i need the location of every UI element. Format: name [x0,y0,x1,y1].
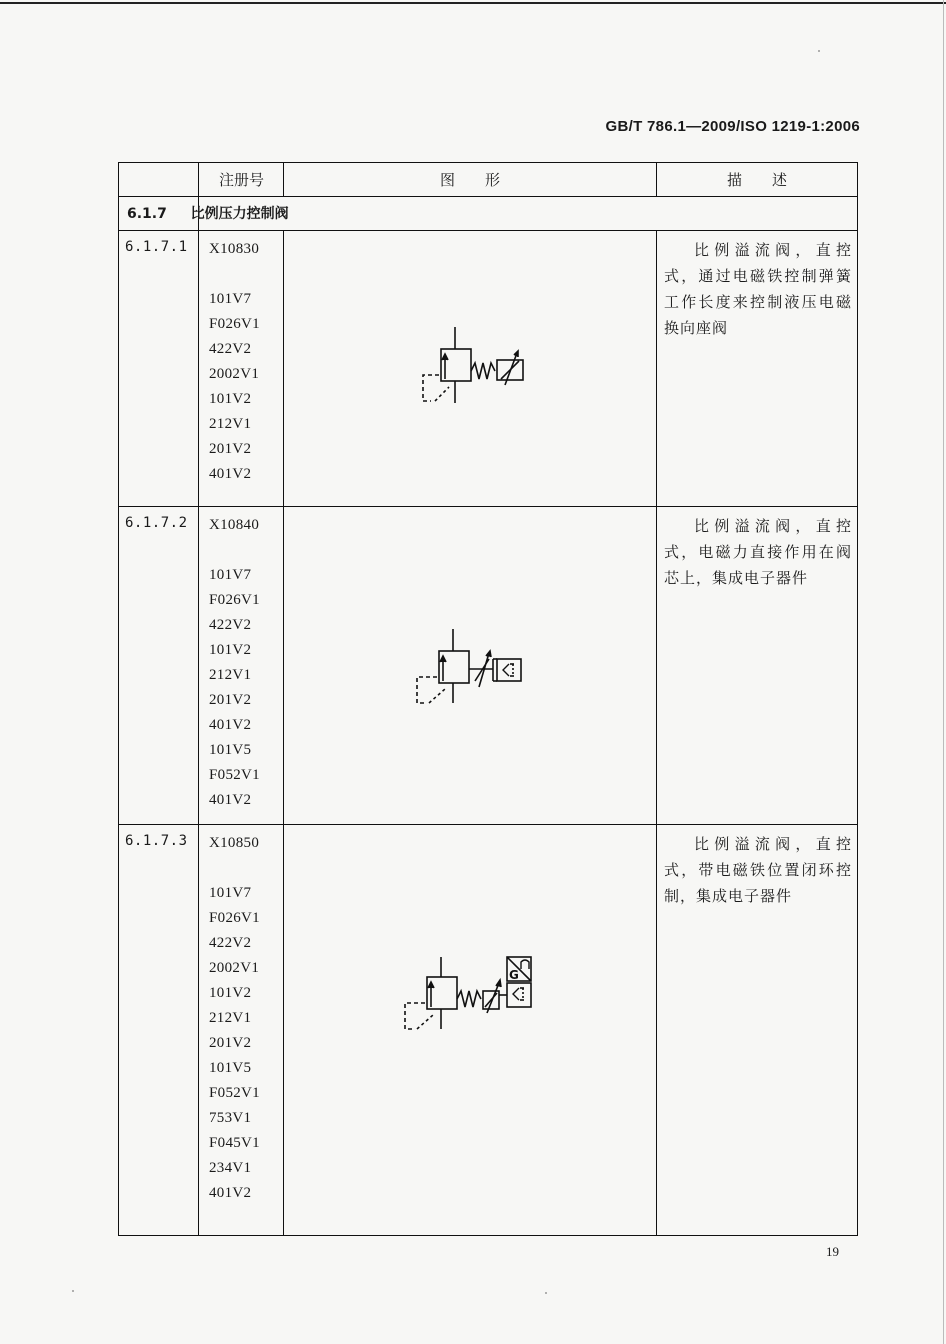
entry-number: 6.1.7.1 [125,239,188,255]
code-item: F026V1 [209,910,260,926]
relief-valve-electronics-symbol [413,629,527,709]
code-item: 101V7 [209,291,252,307]
code-item: F045V1 [209,1135,260,1151]
section-title: 比例压力控制阀 [190,206,289,222]
code-item: 753V1 [209,1110,252,1126]
entry-description: 比例溢流阀，直控式，带电磁铁位置闭环控制，集成电子器件 [664,835,852,905]
code-item: 201V2 [209,692,252,708]
code-item: 101V7 [209,567,252,583]
code-item: 401V2 [209,792,252,808]
page-number: 19 [826,1244,839,1259]
code-item: 401V2 [209,717,252,733]
code-item: 201V2 [209,441,252,457]
code-item: 212V1 [209,1010,252,1026]
svg-text:G: G [509,968,519,982]
code-item: 101V2 [209,391,252,407]
section-number: 6.1.7 [127,206,167,222]
code-item: 234V1 [209,1160,252,1176]
header-number [119,163,199,197]
symbol-table [118,162,858,1236]
code-item: 401V2 [209,1185,252,1201]
code-item: F052V1 [209,1085,260,1101]
code-item: 101V5 [209,1060,252,1076]
registration-codes [209,237,285,487]
code-item: 422V2 [209,341,252,357]
registration-codes [209,831,285,1206]
scan-speck [545,1292,547,1294]
entry-description: 比例溢流阀，直控式，电磁力直接作用在阀芯上，集成电子器件 [664,517,852,587]
scan-speck [72,1290,74,1292]
table-header [119,163,857,197]
code-item: 101V7 [209,885,252,901]
registration-number: X10840 [209,517,260,533]
relief-valve-closed-loop-symbol [401,955,537,1035]
code-item: 2002V1 [209,960,260,976]
table-row-6-1-7-3 [119,825,857,1235]
registration-number: X10850 [209,835,260,851]
table-row-6-1-7-2 [119,507,857,825]
code-item: F026V1 [209,316,260,332]
registration-number: X10830 [209,241,260,257]
registration-codes [209,513,285,813]
section-heading [119,197,857,231]
entry-number: 6.1.7.2 [125,515,188,531]
code-item: 422V2 [209,617,252,633]
code-item: 212V1 [209,416,252,432]
code-item: 401V2 [209,466,252,482]
header-symbol: 图 形 [439,171,500,189]
scan-border [0,0,946,6]
code-item: 212V1 [209,667,252,683]
page-edge [943,0,944,1344]
header-registration: 注册号 [218,171,264,189]
scan-speck [818,50,820,52]
code-item: 101V5 [209,742,252,758]
standard-id: GB/T 786.1—2009/ISO 1219-1:2006 [605,118,860,135]
code-item: 422V2 [209,935,252,951]
code-item: 101V2 [209,642,252,658]
code-item: 201V2 [209,1035,252,1051]
code-item: F026V1 [209,592,260,608]
code-item: 2002V1 [209,366,260,382]
header-description: 描 述 [726,171,787,189]
entry-description: 比例溢流阀，直控式，通过电磁铁控制弹簧工作长度来控制液压电磁换向座阀 [664,241,852,337]
code-item: F052V1 [209,767,260,783]
table-row-6-1-7-1 [119,231,857,507]
entry-number: 6.1.7.3 [125,833,188,849]
code-item: 101V2 [209,985,252,1001]
relief-valve-symbol [419,327,529,405]
